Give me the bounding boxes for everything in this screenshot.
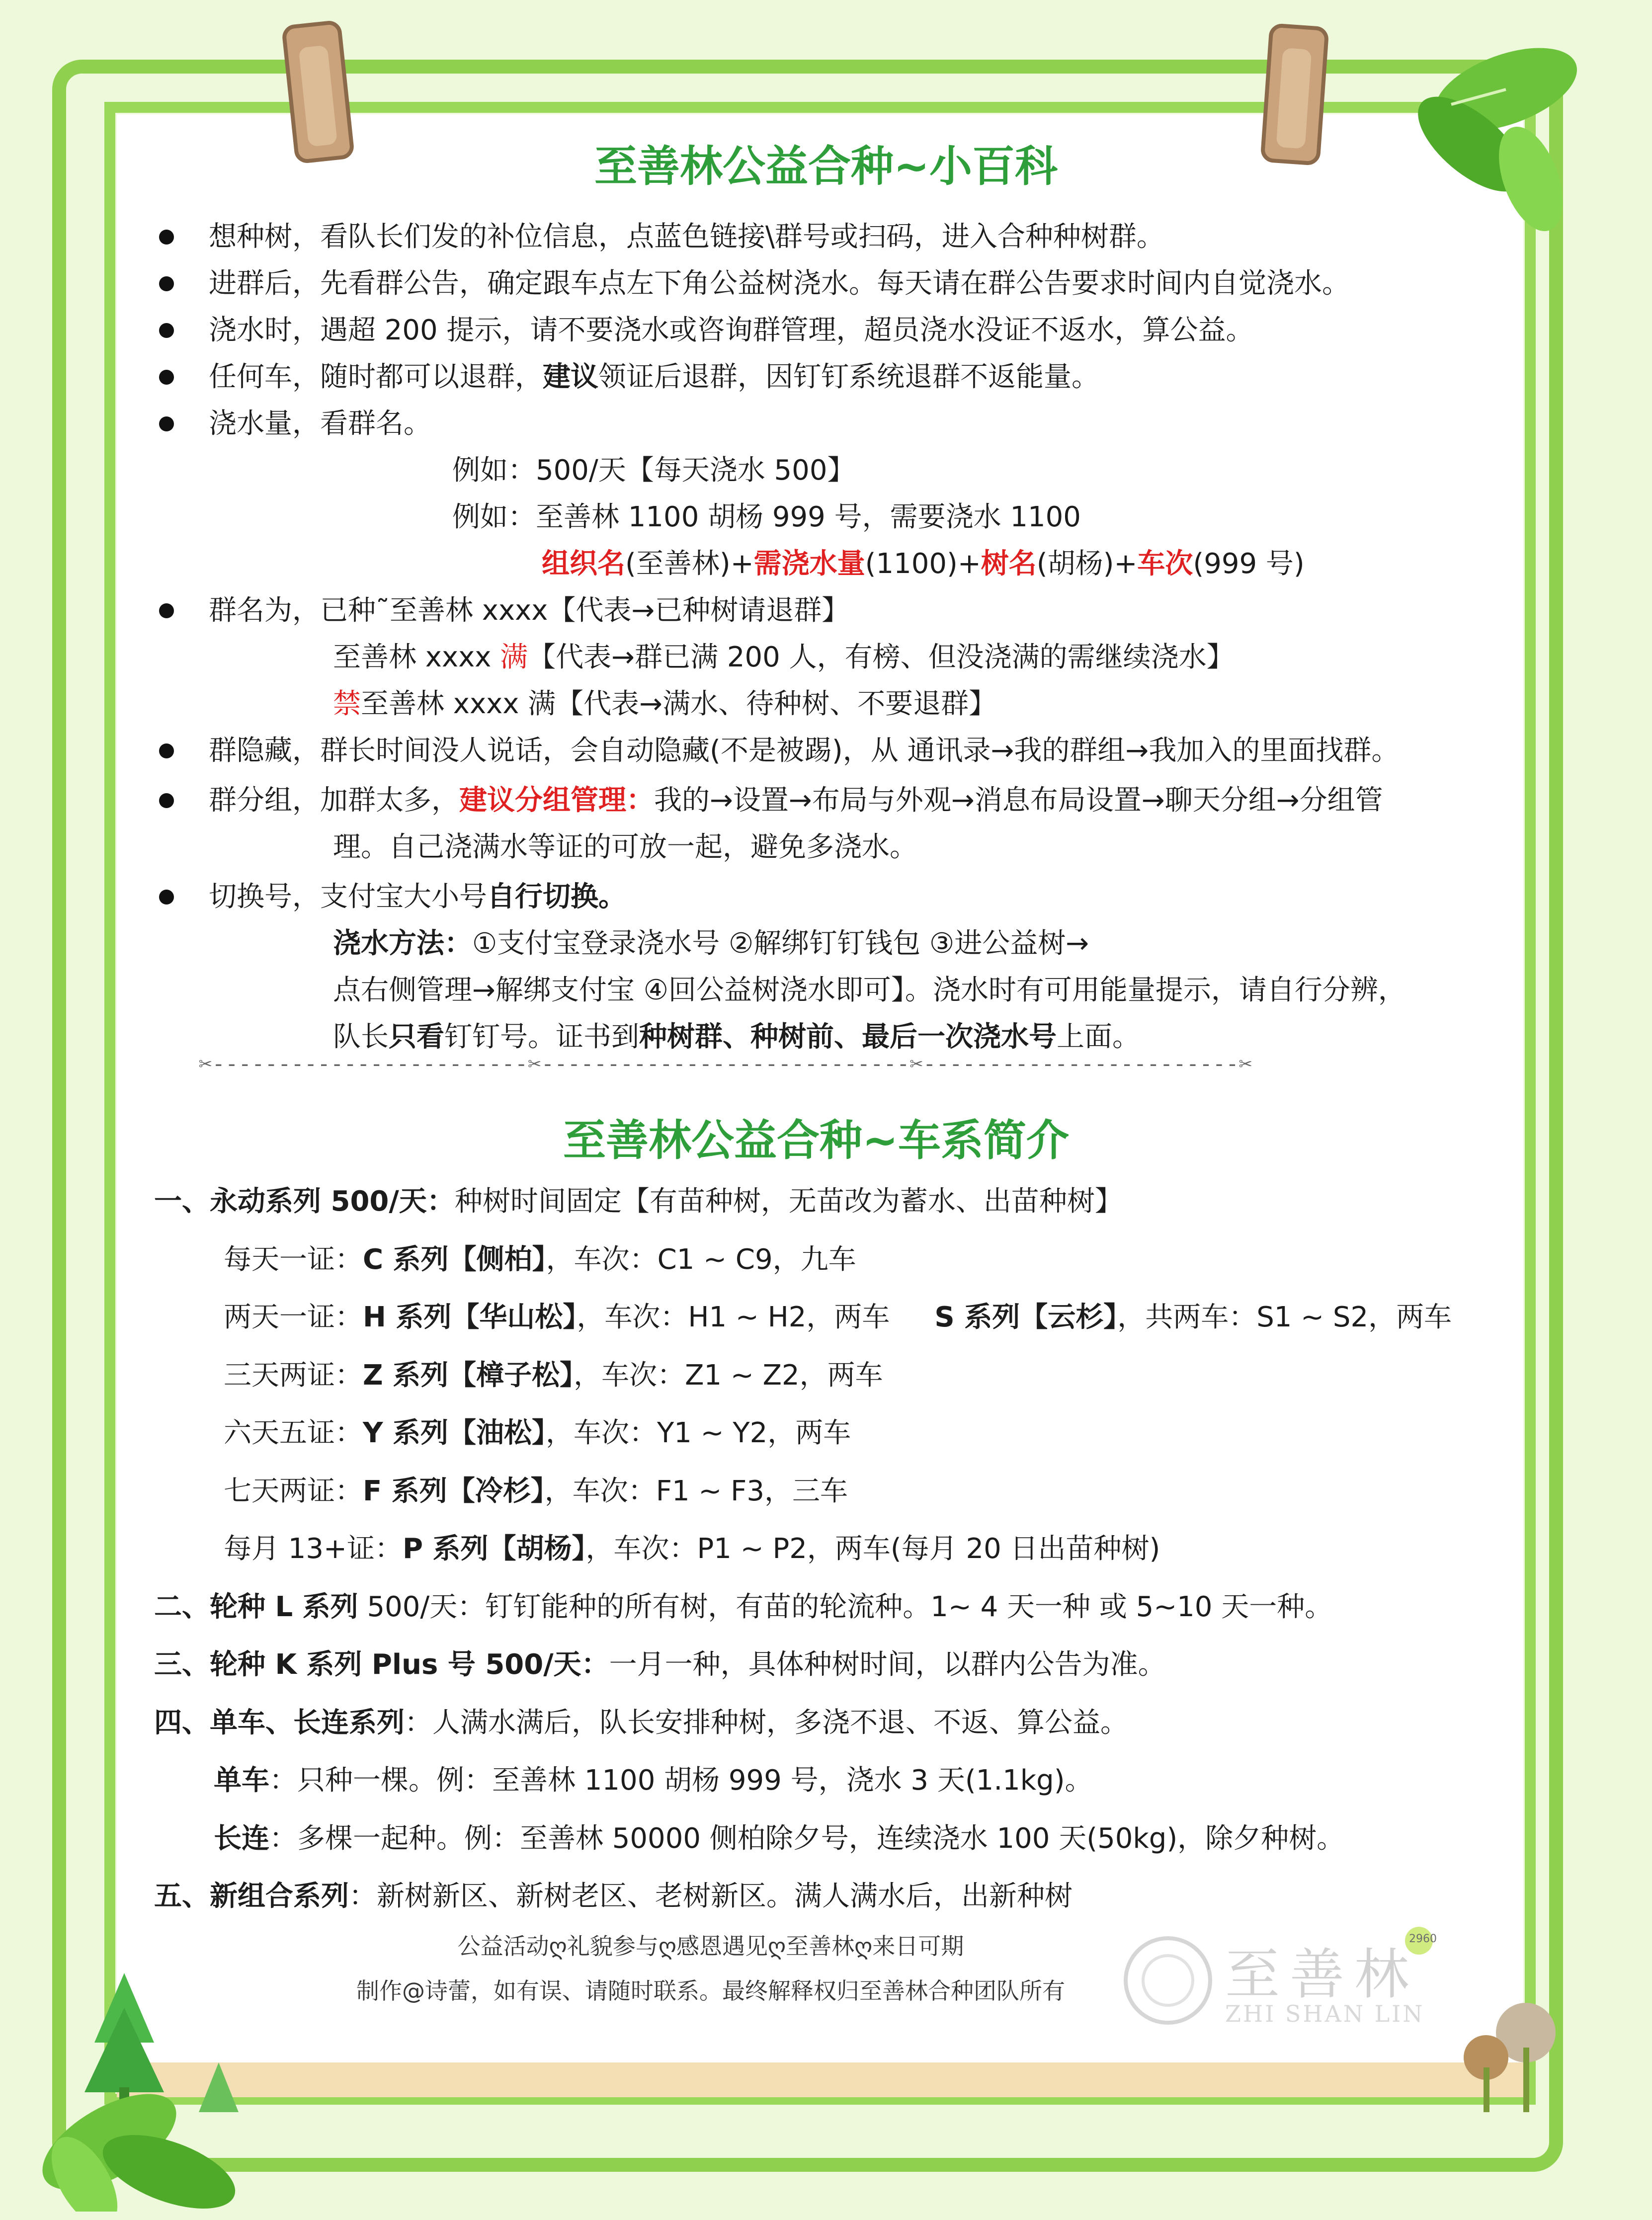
ground-strip [117,2062,1523,2097]
list-item: 切换号，支付宝大小号自行切换。 [149,874,1491,920]
section-title: 至善林公益合种~车系简介 [563,1116,1070,1165]
list-item: 进群后，先看群公告，确定跟车点左下角公益树浇水。每天请在群公告要求时间内自觉浇水。 [149,260,1491,307]
tips-list [149,214,1491,1061]
series-row: 每月 13+证：P 系列【胡杨】，车次：P1 ~ P2，两车(每月 20 日出苗种树) [224,1533,1160,1565]
list-item: 群名为，已种˜至善林 xxxx【代表→已种树请退群】 [149,587,1491,634]
footer-slogan: 公益活动ღ礼貌参与ღ感恩遇见ღ至善林ღ来日可期 [457,1933,964,1960]
series-row: 一、永动系列 500/天：种树时间固定【有苗种树，无苗改为蓄水、出苗种树】 [154,1185,1123,1218]
bullet-icon [159,323,174,338]
example-line: 例如：至善林 1100 胡杨 999 号，需要浇水 1100 [452,501,1081,533]
bullet-icon [159,230,174,245]
series-row: 二、轮种 L 系列 500/天：钉钉能种的所有树，有苗的轮流种。1~ 4 天一种 或 5~10 天一种。 [154,1590,1333,1623]
series-row: 单车：只种一棵。例：至善林 1100 胡杨 999 号，浇水 3 天(1.1kg)。 [214,1764,1093,1797]
series-row: 七天两证：F 系列【冷杉】，车次：F1 ~ F3，三车 [224,1475,848,1507]
list-item: 浇水量，看群名。 [149,401,1491,447]
bullet-icon [159,276,174,291]
series-row: 每天一证：C 系列【侧柏】，车次：C1 ~ C9，九车 [224,1243,856,1276]
continuation-line: 理。自己浇满水等证的可放一起，避免多浇水。 [333,831,917,863]
series-row: 四、单车、长连系列：人满水满后，队长安排种树，多浇不退、不返、算公益。 [154,1706,1128,1739]
list-item: 群隐藏，群长时间没人说话，会自动隐藏(不是被踢)，从 通讯录→我的群组→我加入的里面找群。 [149,728,1491,774]
watering-method: 浇水方法：①支付宝登录浇水号 ②解绑钉钉钱包 ③进公益树→ [333,927,1089,960]
series-row: 五、新组合系列：新树新区、新树老区、老树新区。满人满水后，出新种树 [154,1880,1073,1912]
example-line: 例如：500/天【每天浇水 500】 [452,454,855,487]
trees-bottom-right-icon [1451,1998,1561,2112]
formula-line: 组织名(至善林)+需浇水量(1100)+树名(胡杨)+车次(999 号) [542,548,1305,580]
series-row: 三天两证：Z 系列【樟子松】，车次：Z1 ~ Z2，两车 [224,1359,883,1392]
footer-credit: 制作@诗蕾，如有误、请随时联系。最终解释权归至善林合种团队所有 [356,1977,1065,2004]
bullet-icon [159,603,174,618]
series-list [154,1173,1506,1926]
bullet-icon [159,793,174,808]
bullet-icon [159,370,174,385]
watermark-cn: 至善林 [1225,1943,1419,2006]
series-row: 两天一证：H 系列【华山松】，车次：H1 ~ H2，两车 S 系列【云杉】，共两车：S1 ~ S2，两车 [224,1301,1452,1333]
watermark-badge: 2960 [1409,1933,1437,1945]
list-item: 想种树，看队长们发的补位信息，点蓝色链接\群号或扫码，进入合种种树群。 [149,214,1491,260]
series-row: 长连：多棵一起种。例：至善林 50000 侧柏除夕号，连续浇水 100 天(50kg)，除夕种树。 [214,1822,1345,1855]
scissor-divider: ✂------------------------✂----------------------------✂------------------------✂ [199,1051,1252,1076]
list-item: 浇水时，遇超 200 提示，请不要浇水或咨询群管理，超员浇水没证不返水，算公益。 [149,307,1491,354]
bullet-icon [159,416,174,431]
page-title: 至善林公益合种~小百科 [594,142,1058,191]
list-item: 任何车，随时都可以退群，建议领证后退群，因钉钉系统退群不返能量。 [149,354,1491,401]
group-name-note: 禁至善林 xxxx 满【代表→满水、待种树、不要退群】 [333,688,997,720]
watermark-logo [1111,1921,1459,2030]
series-row: 三、轮种 K 系列 Plus 号 500/天：一月一种，具体种树时间，以群内公告为准。 [154,1648,1166,1681]
list-item: 群分组，加群太多，建议分组管理：我的→设置→布局与外观→消息布局设置→聊天分组→分组管 [149,777,1491,824]
series-row: 六天五证：Y 系列【油松】，车次：Y1 ~ Y2，两车 [224,1417,851,1449]
bullet-icon [159,743,174,758]
continuation-line: 点右侧管理→解绑支付宝 ④回公益树浇水即可】。浇水时有可用能量提示，请自行分辨， [333,974,1406,1006]
watermark-en: ZHI SHAN LIN [1225,2000,1425,2027]
continuation-line: 队长只看钉钉号。证书到种树群、种树前、最后一次浇水号上面。 [333,1021,1140,1053]
group-name-note: 至善林 xxxx 满【代表→群已满 200 人，有榜、但没浇满的需继续浇水】 [333,641,1235,673]
bullet-icon [159,890,174,904]
